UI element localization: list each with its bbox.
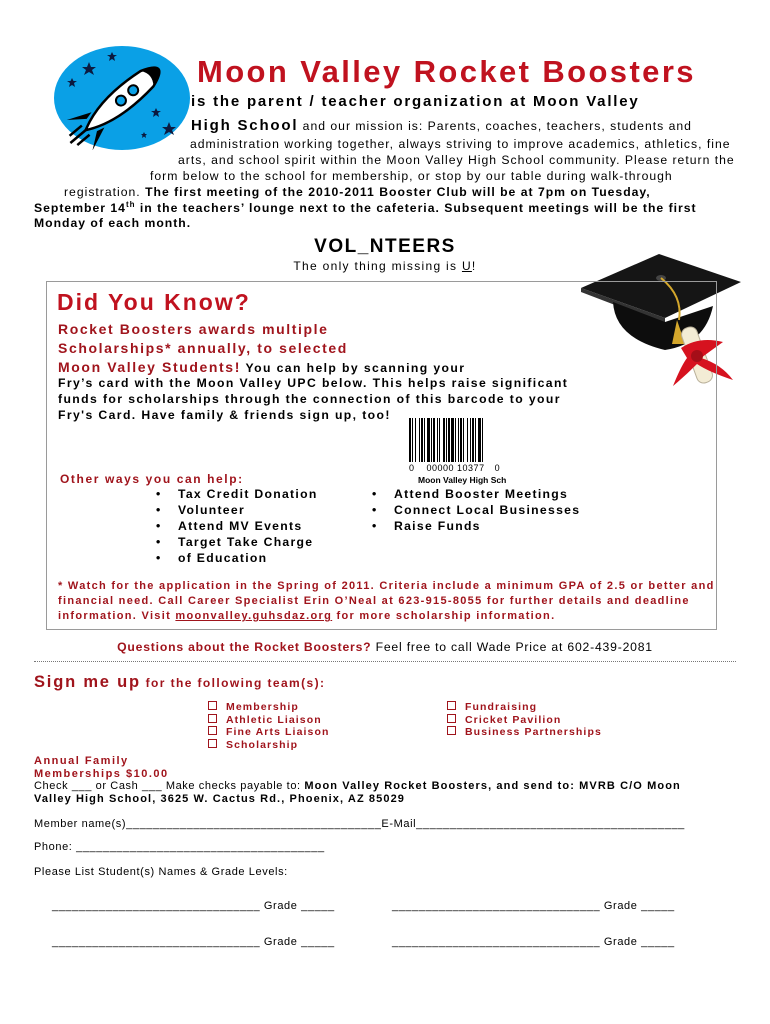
barcode-bar [463,418,464,462]
barcode-bar [451,418,454,462]
barcode-bar [458,418,459,462]
ways-to-help-left [156,486,318,566]
team-checkbox[interactable] [208,701,217,710]
team-checkbox[interactable] [208,714,217,723]
membership-price: Memberships $10.00 [34,768,169,780]
intro-line-3: arts, and school spirit within the Moon Valley High School community. Please return the [178,153,735,167]
team-option[interactable] [208,714,330,727]
note-3-end: for more scholarship information. [332,610,556,622]
barcode-bar [415,418,416,462]
scholarship-line-1: Rocket Boosters awards multiple [58,321,329,337]
help-item: • Target Take Charge [156,534,318,550]
phone-field[interactable]: Phone: _____________________________________ [34,841,325,853]
dotted-divider [34,661,736,662]
student-field-2[interactable]: _______________________________ Grade _____ [392,900,675,912]
ways-to-help-right [372,486,580,534]
help-item: • Connect Local Businesses [372,502,580,518]
questions-contact: Feel free to call Wade Price at 602-439-2081 [371,640,653,654]
questions-line [0,640,770,654]
intro-line-4: form below to the school for membership, or stop by our table during walk-through [150,169,673,183]
help-item: • Tax Credit Donation [156,486,318,502]
team-label: Cricket Pavilion [465,713,562,726]
barcode-bar [443,418,445,462]
barcode-caption: Moon Valley High Sch [418,475,507,485]
barcode-digits [409,463,500,473]
team-label: Scholarship [226,738,299,751]
students-label: Please List Student(s) Names & Grade Levels: [34,866,288,878]
team-label: Membership [226,701,299,713]
team-option[interactable] [447,726,602,739]
help-item: • of Education [156,550,318,566]
scholarship-line-2: Scholarships* annually, to selected [58,340,348,356]
barcode-bar [460,418,462,462]
team-checkbox[interactable] [447,714,456,723]
frys-line-2: Fry’s card with the Moon Valley UPC below. This helps raise significant [58,376,569,390]
barcode-digit-mid: 00000 10377 [426,463,485,473]
meeting-date: September 14 [34,201,126,216]
barcode-bar [427,418,430,462]
barcode-bar [470,418,471,462]
help-item: • Attend Booster Meetings [372,486,580,502]
barcode-bar [446,418,447,462]
frys-line-4: Fry's Card. Have family & friends sign up, too! [58,408,391,422]
intro-line-6 [34,200,697,215]
team-checkbox[interactable] [447,701,456,710]
payee-text: Moon Valley Rocket Boosters, and send to: MVRB C/O Moon [304,780,681,792]
scholarship-emphasis: Moon Valley Students! [58,359,241,375]
barcode-bar [412,418,413,462]
intro-line-2: administration working together, always striving to improve academics, athletics, fine [190,137,731,151]
team-option[interactable] [447,701,602,714]
barcode-bar [437,418,438,462]
barcode-bar [455,418,456,462]
note-3-text: information. Visit [58,610,176,622]
intro-line-1 [191,117,692,134]
scholarship-website-link[interactable]: moonvalley.guhsdaz.org [175,610,333,622]
frys-line-1: You can help by scanning your [240,361,466,375]
rocket-logo [44,40,194,150]
payment-options: Check ___ or Cash ___ Make checks payable to: [34,780,305,792]
tagline-text: The only thing missing is [293,259,462,273]
payment-line [34,780,681,792]
barcode-bar [409,418,411,462]
sign-up-title: Sign me up [34,673,141,691]
volunteers-heading: VOL_NTEERS [314,236,456,257]
team-option[interactable] [208,739,330,752]
page-title: Moon Valley Rocket Boosters [197,54,696,89]
help-item: • Volunteer [156,502,318,518]
team-label: Athletic Liaison [226,713,322,726]
student-field-4[interactable]: _______________________________ Grade _____ [392,936,675,948]
sign-up-heading [34,673,325,692]
intro-line-1-text: and our mission is: Parents, coaches, teachers, students and [298,119,692,133]
barcode-bar [431,418,432,462]
barcode-bar [472,418,474,462]
barcode-bar [439,418,440,462]
intro-line-7: Monday of each month. [34,216,192,230]
intro-line-5 [64,185,651,199]
team-options-right [447,701,602,739]
date-suffix: th [125,200,136,209]
meeting-location: in the teachers’ lounge next to the cafeteria. Subsequent meetings will be the first [135,201,697,216]
barcode-bar [421,418,423,462]
did-you-know-title: Did You Know? [57,289,251,315]
mailing-address: Valley High School, 3625 W. Cactus Rd., Phoenix, AZ 85029 [34,793,406,805]
team-option[interactable] [447,714,602,727]
sign-up-subtitle: for the following team(s): [140,676,326,690]
team-checkbox[interactable] [208,739,217,748]
help-item: • Raise Funds [372,518,580,534]
barcode-bar [424,418,425,462]
barcode-bar [482,418,483,462]
team-label: Fundraising [465,701,538,713]
student-field-1[interactable]: _______________________________ Grade _____ [52,900,335,912]
member-name-email-field[interactable]: Member name(s)______________________________________E-Mail________________________________________ [34,818,685,830]
team-option[interactable] [208,726,330,739]
barcode-digit-right: 0 [494,463,501,473]
scholarship-line-3 [58,359,465,377]
barcode-bar [433,418,435,462]
team-checkbox[interactable] [447,726,456,735]
team-option[interactable] [208,701,330,714]
ways-to-help-title: Other ways you can help: [60,472,244,486]
barcode-digit-left: 0 [409,463,415,473]
scholarship-note-3 [58,610,555,622]
scholarship-note-2: financial need. Call Career Specialist Erin O’Neal at 623-915-8055 for further details and deadline [58,595,690,607]
barcode-bar [448,418,450,462]
team-label: Fine Arts Liaison [226,726,330,738]
team-label: Business Partnerships [465,726,602,738]
scholarship-note-1: * Watch for the application in the Spring of 2011. Criteria include a minimum GPA of 2.5 or better and [58,580,715,592]
help-item: • Attend MV Events [156,518,318,534]
school-name: High School [191,117,299,134]
barcode-bar [475,418,476,462]
student-field-3[interactable]: _______________________________ Grade _____ [52,936,335,948]
barcode-bar [467,418,468,462]
barcode-bars [407,418,519,464]
team-checkbox[interactable] [208,726,217,735]
tagline-end: ! [471,259,477,273]
team-options-left [208,701,330,751]
membership-line-1: Annual Family [34,755,129,767]
first-meeting-text: The first meeting of the 2010-2011 Booster Club will be at 7pm on Tuesday, [145,185,651,199]
intro-subtitle: is the parent / teacher organization at Moon Valley [191,93,640,110]
barcode-bar [419,418,420,462]
upc-barcode [407,418,519,464]
barcode-bar [478,418,481,462]
frys-line-3: funds for scholarships through the connection of this barcode to your [58,392,561,406]
tagline-u: U [461,259,472,273]
questions-heading: Questions about the Rocket Boosters? [117,640,372,654]
intro-line-5-text: registration. [64,185,146,199]
